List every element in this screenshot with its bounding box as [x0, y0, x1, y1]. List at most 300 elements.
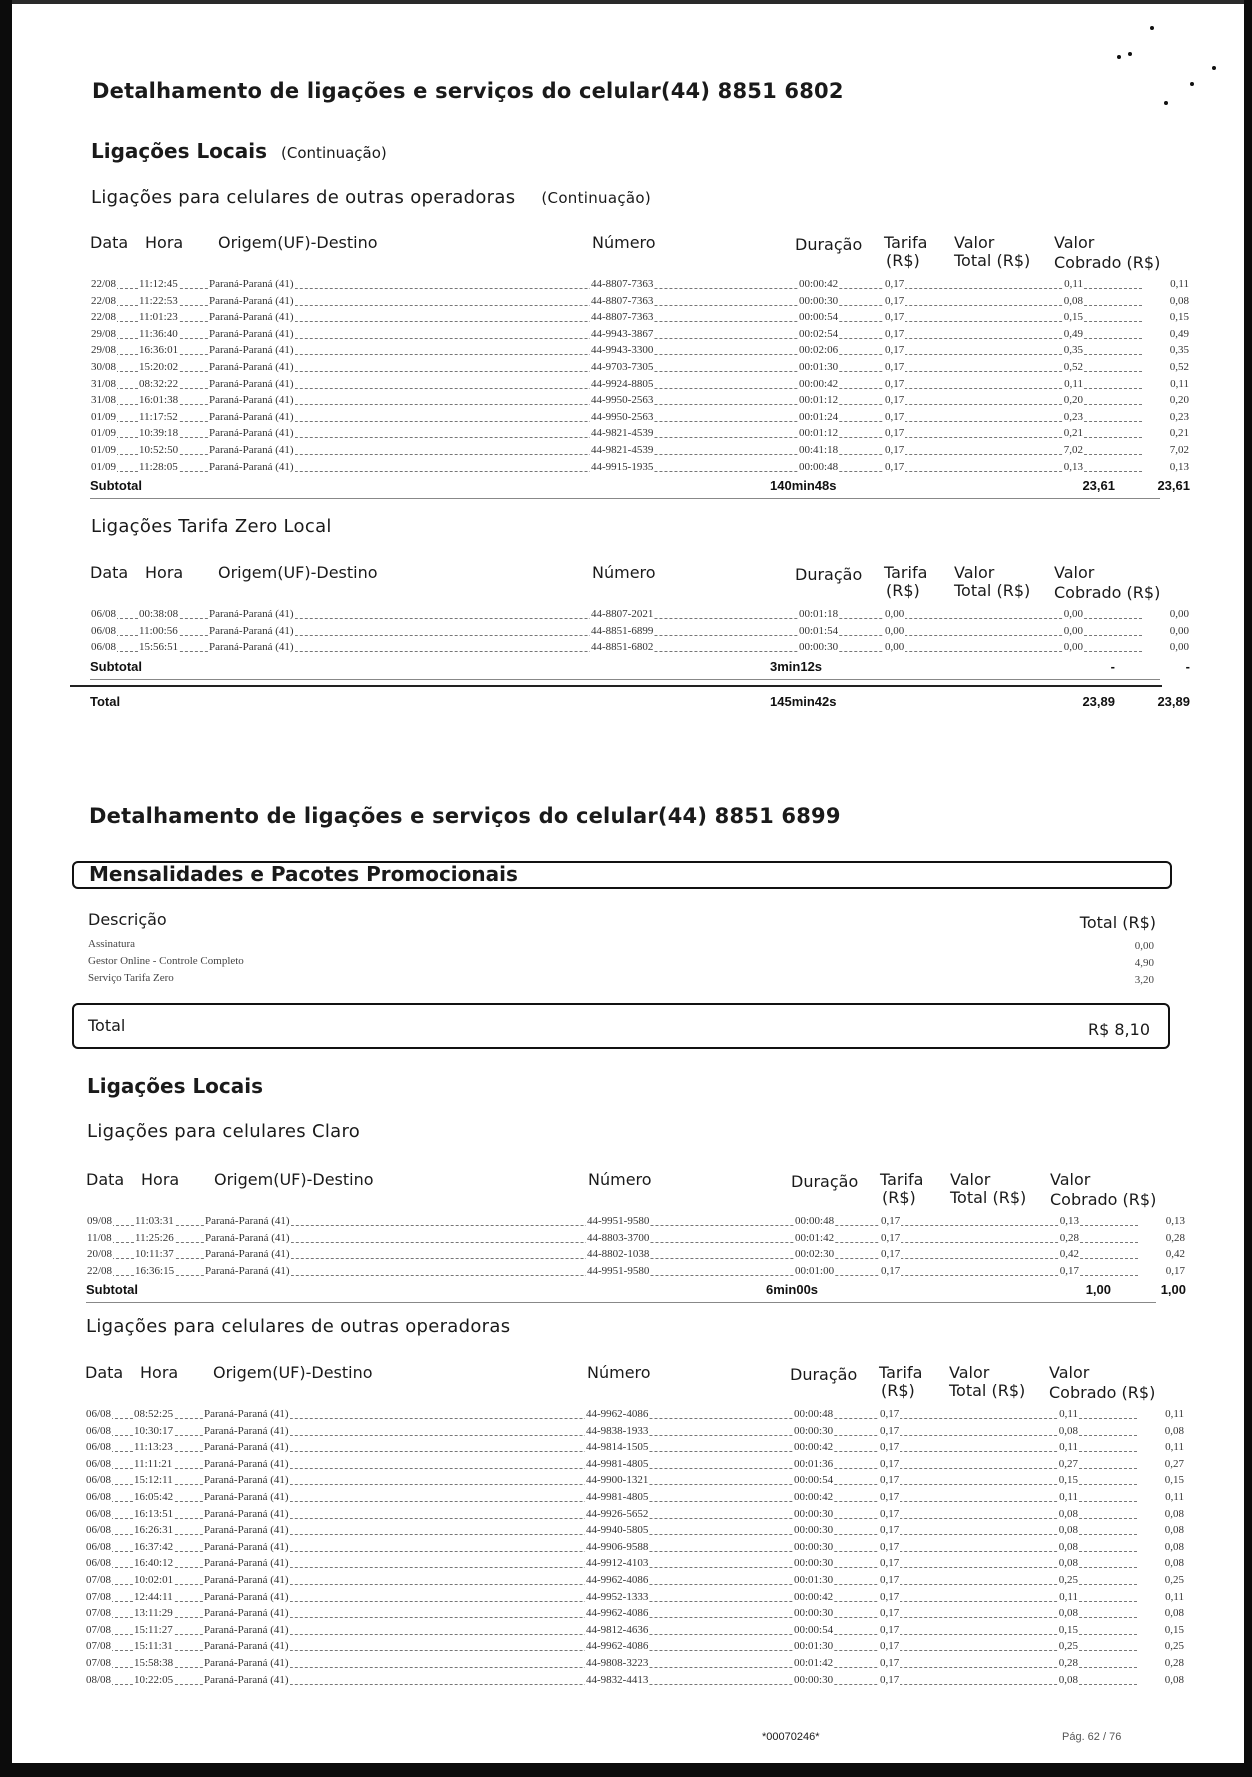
cell-tarifa: 0,17 — [881, 1231, 901, 1244]
cell-numero: 44-9821-4539 — [591, 443, 654, 456]
cell-hora: 10:30:17 — [134, 1424, 174, 1437]
table-outras-operadoras-6899 — [85, 1363, 1185, 1689]
table-row — [85, 1673, 1185, 1690]
grand-total-row — [90, 692, 1190, 712]
cell-duracao: 00:00:30 — [794, 1540, 834, 1553]
table-row — [90, 294, 1190, 311]
total-valor-total: 23,89 — [1082, 694, 1115, 709]
cell-valor-cobrado: 0,11 — [1170, 377, 1189, 390]
cell-duracao: 00:00:30 — [794, 1424, 834, 1437]
cell-hora: 10:02:01 — [134, 1573, 174, 1586]
cell-valor-cobrado: 0,11 — [1165, 1590, 1184, 1603]
cell-duracao: 00:00:30 — [794, 1607, 834, 1620]
document-barcode-text: *00070246* — [762, 1731, 820, 1743]
cell-data: 06/08 — [86, 1524, 112, 1537]
cell-hora: 11:13:23 — [134, 1441, 173, 1454]
cell-hora: 11:12:45 — [139, 278, 178, 290]
cell-origem: Paraná-Paraná (41) — [204, 1490, 289, 1503]
scan-speck — [1190, 82, 1194, 86]
cell-data: 07/08 — [86, 1656, 112, 1669]
cell-valor-cobrado: 7,02 — [1169, 443, 1189, 456]
cell-valor-total: 0,23 — [1063, 410, 1083, 423]
cell-numero: 44-9952-1333 — [586, 1590, 649, 1603]
cell-hora: 11:22:53 — [139, 294, 178, 307]
col-header-numero: Número — [592, 233, 656, 252]
cell-origem: Paraná-Paraná (41) — [209, 344, 294, 357]
cell-data: 06/08 — [91, 608, 117, 620]
cell-duracao: 00:01:18 — [799, 608, 839, 620]
cell-numero: 44-8807-7363 — [591, 311, 654, 324]
cell-hora: 16:36:15 — [135, 1264, 175, 1277]
cell-valor-total: 0,49 — [1063, 327, 1083, 340]
cell-valor-total: 0,00 — [1063, 624, 1083, 637]
cell-hora: 15:12:11 — [134, 1474, 173, 1487]
mensalidades-total-value: R$ 8,10 — [1087, 1020, 1150, 1039]
cell-duracao: 00:00:30 — [799, 641, 839, 654]
cell-tarifa: 0,17 — [885, 278, 905, 290]
subtotal-valor-total: 1,00 — [1085, 1282, 1111, 1298]
cell-origem: Paraná-Paraná (41) — [204, 1507, 289, 1520]
cell-valor-cobrado: 0,08 — [1164, 1673, 1184, 1686]
cell-numero: 44-8851-6899 — [591, 624, 654, 637]
col-header-origem: Origem(UF)-Destino — [213, 1363, 373, 1382]
cell-data: 09/08 — [87, 1215, 113, 1227]
col-header-total-rs: Total (R$) — [949, 1381, 1026, 1400]
cell-valor-total: 0,08 — [1058, 1524, 1078, 1537]
cell-origem: Paraná-Paraná (41) — [209, 460, 294, 473]
col-header-valor-total: Valor — [954, 233, 995, 252]
cell-hora: 16:13:51 — [134, 1507, 174, 1520]
cell-origem: Paraná-Paraná (41) — [204, 1540, 289, 1553]
total-divider — [70, 685, 1162, 687]
cell-valor-cobrado: 0,15 — [1164, 1623, 1184, 1636]
scan-speck — [1150, 26, 1154, 30]
mensalidade-valor: 3,20 — [1134, 974, 1154, 986]
subtotal-valor-total: - — [1110, 658, 1115, 674]
cell-numero: 44-9926-5652 — [586, 1507, 649, 1520]
cell-origem: Paraná-Paraná (41) — [204, 1673, 289, 1686]
cell-hora: 15:11:31 — [134, 1640, 173, 1653]
table-row — [90, 460, 1190, 477]
cell-origem: Paraná-Paraná (41) — [204, 1590, 289, 1603]
total-label: Total — [90, 694, 121, 709]
table-rows — [86, 1214, 1186, 1280]
cell-tarifa: 0,00 — [885, 624, 905, 637]
cell-data: 11/08 — [87, 1231, 112, 1244]
cell-data: 06/08 — [86, 1457, 112, 1470]
cell-hora: 16:26:31 — [134, 1524, 174, 1537]
cell-hora: 16:40:12 — [134, 1557, 174, 1570]
table-row — [85, 1623, 1185, 1640]
section1-group-heading — [91, 139, 387, 163]
cell-valor-total: 0,28 — [1058, 1656, 1078, 1669]
cell-valor-total: 0,28 — [1059, 1231, 1079, 1244]
section2-group-title: Ligações Locais — [87, 1074, 264, 1098]
cell-numero: 44-9924-8805 — [591, 377, 654, 390]
cell-tarifa: 0,17 — [880, 1656, 900, 1669]
cell-valor-cobrado: 0,15 — [1164, 1474, 1184, 1487]
cell-valor-cobrado: 0,11 — [1165, 1408, 1184, 1420]
cell-hora: 12:44:11 — [134, 1590, 173, 1603]
mensalidade-valor: 0,00 — [1134, 940, 1154, 952]
cell-tarifa: 0,17 — [885, 344, 905, 357]
cell-tarifa: 0,17 — [880, 1607, 900, 1620]
cell-tarifa: 0,17 — [880, 1424, 900, 1437]
table-row — [85, 1440, 1185, 1457]
cell-valor-cobrado: 0,08 — [1164, 1524, 1184, 1537]
cell-numero: 44-9943-3300 — [591, 344, 654, 357]
cell-valor-total: 0,08 — [1058, 1424, 1078, 1437]
cell-valor-total: 0,25 — [1058, 1573, 1078, 1586]
cell-valor-cobrado: 0,17 — [1165, 1264, 1185, 1277]
col-header-tarifa-rs: (R$) — [886, 581, 920, 600]
cell-numero: 44-9962-4086 — [586, 1573, 649, 1586]
subtotal-duracao: 6min00s — [766, 1282, 819, 1298]
continuation-note: (Continuação) — [281, 144, 387, 162]
col-header-total-rs: Total (R$) — [954, 581, 1031, 600]
cell-origem: Paraná-Paraná (41) — [205, 1231, 290, 1244]
cell-valor-cobrado: 0,52 — [1169, 360, 1189, 373]
cell-valor-cobrado: 0,28 — [1165, 1231, 1185, 1244]
cell-origem: Paraná-Paraná (41) — [209, 641, 294, 654]
cell-duracao: 00:00:42 — [794, 1590, 834, 1603]
table-header — [85, 1363, 1185, 1407]
cell-valor-total: 0,08 — [1063, 294, 1083, 307]
cell-data: 01/09 — [91, 443, 117, 456]
col-header-tarifa-rs: (R$) — [882, 1188, 916, 1207]
cell-duracao: 00:00:42 — [799, 278, 839, 290]
cell-data: 22/08 — [91, 278, 117, 290]
cell-valor-total: 0,13 — [1063, 460, 1083, 473]
cell-numero: 44-9962-4086 — [586, 1408, 649, 1420]
total-duracao: 145min42s — [770, 694, 837, 709]
table-row — [90, 443, 1190, 460]
cell-duracao: 00:02:06 — [799, 344, 839, 357]
col-header-total-rs: Total (R$) — [950, 1188, 1027, 1207]
col-header-tarifa: Tarifa — [879, 1363, 923, 1382]
cell-duracao: 00:01:00 — [795, 1264, 835, 1277]
section1-title: Detalhamento de ligações e serviços do celular(44) 8851 6802 — [92, 79, 844, 103]
col-header-valor-cobrado: Valor — [1049, 1363, 1090, 1382]
cell-origem: Paraná-Paraná (41) — [204, 1424, 289, 1437]
cell-origem: Paraná-Paraná (41) — [204, 1474, 289, 1487]
subtotal-valor-cobrado: 1,00 — [1160, 1282, 1186, 1298]
page-number: Pág. 62 / 76 — [1062, 1731, 1122, 1743]
scan-left-edge — [0, 0, 12, 1777]
cell-valor-cobrado: 0,20 — [1169, 394, 1189, 407]
table-rows — [85, 1407, 1185, 1689]
cell-tarifa: 0,17 — [880, 1623, 900, 1636]
table2-title: Ligações Tarifa Zero Local — [91, 516, 332, 537]
cell-duracao: 00:01:30 — [794, 1640, 834, 1653]
subtotal-row — [90, 657, 1190, 677]
scan-speck — [1117, 55, 1121, 59]
cell-numero: 44-9981-4805 — [586, 1457, 649, 1470]
cell-numero: 44-9962-4086 — [586, 1640, 649, 1653]
cell-tarifa: 0,17 — [885, 427, 905, 440]
cell-tarifa: 0,17 — [885, 394, 905, 407]
cell-data: 07/08 — [86, 1640, 112, 1653]
cell-numero: 44-8851-6802 — [591, 641, 654, 654]
cell-data: 08/08 — [86, 1673, 112, 1686]
subtotal-rule — [90, 679, 1160, 680]
table-row — [90, 277, 1190, 294]
cell-tarifa: 0,17 — [885, 294, 905, 307]
cell-valor-total: 0,11 — [1064, 278, 1083, 290]
cell-valor-cobrado: 0,08 — [1169, 294, 1189, 307]
subtotal-row — [90, 476, 1190, 496]
cell-hora: 15:56:51 — [139, 641, 179, 654]
cell-tarifa: 0,17 — [880, 1490, 900, 1503]
table-row — [90, 426, 1190, 443]
cell-tarifa: 0,17 — [880, 1507, 900, 1520]
cell-duracao: 00:01:42 — [795, 1231, 835, 1244]
cell-valor-cobrado: 0,11 — [1165, 1441, 1184, 1454]
cell-hora: 13:11:29 — [134, 1607, 173, 1620]
cell-valor-total: 0,11 — [1059, 1590, 1078, 1603]
cell-tarifa: 0,17 — [885, 410, 905, 423]
cell-duracao: 00:02:54 — [799, 327, 839, 340]
col-header-valor-total: Valor — [949, 1363, 990, 1382]
table-outras-operadoras-6802 — [90, 233, 1190, 497]
col-header-valor-total: Valor — [954, 563, 995, 582]
cell-numero: 44-9962-4086 — [586, 1607, 649, 1620]
col-header-data: Data — [90, 233, 129, 252]
scan-speck — [1128, 52, 1132, 56]
cell-hora: 11:17:52 — [139, 410, 178, 423]
table-row — [90, 327, 1190, 344]
cell-duracao: 00:00:30 — [794, 1524, 834, 1537]
cell-valor-cobrado: 0,00 — [1169, 624, 1189, 637]
cell-valor-cobrado: 0,08 — [1164, 1424, 1184, 1437]
cell-numero: 44-9950-2563 — [591, 410, 654, 423]
cell-valor-cobrado: 0,21 — [1169, 427, 1189, 440]
table-row — [90, 360, 1190, 377]
cell-numero: 44-8807-2021 — [591, 608, 654, 620]
table1-continuation: (Continuação) — [541, 189, 652, 207]
cell-duracao: 00:00:54 — [794, 1474, 834, 1487]
cell-numero: 44-8802-1038 — [587, 1248, 650, 1261]
cell-hora: 16:37:42 — [134, 1540, 174, 1553]
cell-hora: 15:58:38 — [134, 1656, 174, 1669]
cell-valor-total: 0,27 — [1058, 1457, 1078, 1470]
cell-hora: 16:05:42 — [134, 1490, 174, 1503]
cell-valor-total: 0,52 — [1063, 360, 1083, 373]
col-header-hora: Hora — [145, 233, 184, 252]
col-header-numero: Número — [588, 1170, 652, 1189]
cell-tarifa: 0,17 — [880, 1673, 900, 1686]
cell-data: 22/08 — [91, 294, 117, 307]
cell-origem: Paraná-Paraná (41) — [204, 1557, 289, 1570]
cell-valor-cobrado: 0,11 — [1165, 1490, 1184, 1503]
cell-numero: 44-9951-9580 — [587, 1264, 650, 1277]
cell-valor-cobrado: 0,13 — [1165, 1215, 1185, 1227]
cell-duracao: 00:00:48 — [794, 1408, 834, 1420]
cell-hora: 15:20:02 — [139, 360, 179, 373]
cell-valor-total: 0,11 — [1059, 1490, 1078, 1503]
table-row — [85, 1573, 1185, 1590]
col-header-cobrado-rs: Cobrado (R$) — [1049, 1383, 1156, 1402]
table-row — [85, 1523, 1185, 1540]
table-header — [86, 1170, 1186, 1214]
cell-valor-cobrado: 0,13 — [1169, 460, 1189, 473]
cell-origem: Paraná-Paraná (41) — [209, 427, 294, 440]
cell-origem: Paraná-Paraná (41) — [209, 360, 294, 373]
col-header-cobrado-rs: Cobrado (R$) — [1054, 253, 1161, 272]
cell-valor-total: 0,15 — [1058, 1474, 1078, 1487]
table-row — [85, 1606, 1185, 1623]
cell-numero: 44-9900-1321 — [586, 1474, 649, 1487]
subtotal-duracao: 140min48s — [770, 478, 837, 494]
cell-numero: 44-9812-4636 — [586, 1623, 649, 1636]
table-row — [90, 377, 1190, 394]
cell-origem: Paraná-Paraná (41) — [209, 278, 294, 290]
cell-data: 06/08 — [86, 1474, 112, 1487]
cell-data: 07/08 — [86, 1590, 112, 1603]
cell-numero: 44-8807-7363 — [591, 294, 654, 307]
table-row — [90, 410, 1190, 427]
cell-tarifa: 0,17 — [885, 327, 905, 340]
table-row — [90, 640, 1190, 657]
cell-duracao: 00:02:30 — [795, 1248, 835, 1261]
table-row — [85, 1407, 1185, 1424]
cell-tarifa: 0,17 — [885, 460, 905, 473]
col-header-numero: Número — [587, 1363, 651, 1382]
group-title: Ligações Locais — [91, 139, 268, 163]
cell-data: 06/08 — [91, 624, 117, 637]
cell-data: 06/08 — [86, 1540, 112, 1553]
cell-numero: 44-9912-4103 — [586, 1557, 649, 1570]
cell-valor-total: 0,11 — [1064, 377, 1083, 390]
col-header-hora: Hora — [141, 1170, 180, 1189]
cell-data: 07/08 — [86, 1573, 112, 1586]
cell-tarifa: 0,17 — [880, 1474, 900, 1487]
col-header-total-rs: Total (R$) — [954, 251, 1031, 270]
table3-title: Ligações para celulares Claro — [87, 1121, 361, 1142]
cell-valor-cobrado: 0,28 — [1164, 1656, 1184, 1669]
cell-valor-cobrado: 0,11 — [1170, 278, 1189, 290]
cell-duracao: 00:41:18 — [799, 443, 839, 456]
cell-tarifa: 0,17 — [885, 360, 905, 373]
cell-origem: Paraná-Paraná (41) — [205, 1264, 290, 1277]
col-header-tarifa-rs: (R$) — [881, 1381, 915, 1400]
cell-numero: 44-8807-7363 — [591, 278, 654, 290]
cell-origem: Paraná-Paraná (41) — [204, 1607, 289, 1620]
cell-origem: Paraná-Paraná (41) — [209, 624, 294, 637]
cell-tarifa: 0,17 — [885, 443, 905, 456]
table-tarifa-zero-local — [90, 563, 1190, 678]
cell-hora: 11:01:23 — [139, 311, 178, 324]
table-row — [85, 1540, 1185, 1557]
table-row — [86, 1231, 1186, 1248]
cell-valor-total: 0,11 — [1059, 1441, 1078, 1454]
cell-hora: 11:11:21 — [134, 1457, 173, 1470]
cell-duracao: 00:00:30 — [794, 1673, 834, 1686]
cell-data: 06/08 — [86, 1408, 112, 1420]
cell-numero: 44-9981-4805 — [586, 1490, 649, 1503]
cell-numero: 44-9814-1505 — [586, 1441, 649, 1454]
cell-origem: Paraná-Paraná (41) — [205, 1248, 290, 1261]
cell-data: 22/08 — [87, 1264, 113, 1277]
table-row — [85, 1639, 1185, 1656]
mensalidades-title: Mensalidades e Pacotes Promocionais — [89, 862, 518, 886]
mensalidade-descricao: Gestor Online - Controle Completo — [88, 955, 244, 967]
table-row — [90, 343, 1190, 360]
subtotal-label: Subtotal — [90, 658, 142, 674]
subtotal-valor-cobrado: - — [1185, 658, 1190, 674]
cell-numero: 44-9838-1933 — [586, 1424, 649, 1437]
col-header-duracao: Duração — [795, 565, 863, 584]
cell-numero: 44-9821-4539 — [591, 427, 654, 440]
col-header-cobrado-rs: Cobrado (R$) — [1050, 1190, 1157, 1209]
table-row — [85, 1556, 1185, 1573]
cell-valor-total: 0,35 — [1063, 344, 1083, 357]
cell-duracao: 00:01:36 — [794, 1457, 834, 1470]
cell-valor-total: 0,20 — [1063, 394, 1083, 407]
col-header-tarifa: Tarifa — [884, 563, 928, 582]
cell-tarifa: 0,17 — [885, 377, 905, 390]
cell-valor-cobrado: 0,25 — [1164, 1640, 1184, 1653]
col-header-data: Data — [86, 1170, 125, 1189]
cell-valor-cobrado: 0,08 — [1164, 1557, 1184, 1570]
table4-title: Ligações para celulares de outras operadoras — [86, 1316, 511, 1337]
table-row — [85, 1507, 1185, 1524]
col-header-origem: Origem(UF)-Destino — [218, 563, 378, 582]
col-header-hora: Hora — [140, 1363, 179, 1382]
cell-tarifa: 0,00 — [885, 641, 905, 654]
cell-numero: 44-9832-4413 — [586, 1673, 649, 1686]
col-header-cobrado-rs: Cobrado (R$) — [1054, 583, 1161, 602]
cell-duracao: 00:00:30 — [794, 1507, 834, 1520]
cell-origem: Paraná-Paraná (41) — [209, 294, 294, 307]
cell-valor-total: 0,08 — [1058, 1673, 1078, 1686]
mensalidades-total-label: Total — [88, 1016, 126, 1035]
cell-valor-total: 0,00 — [1063, 641, 1083, 654]
cell-duracao: 00:00:42 — [794, 1490, 834, 1503]
table-celulares-claro — [86, 1170, 1186, 1301]
cell-hora: 11:03:31 — [135, 1215, 174, 1227]
cell-origem: Paraná-Paraná (41) — [205, 1215, 290, 1227]
col-header-tarifa: Tarifa — [880, 1170, 924, 1189]
cell-valor-total: 0,08 — [1058, 1540, 1078, 1553]
cell-hora: 15:11:27 — [134, 1623, 173, 1636]
cell-data: 30/08 — [91, 360, 117, 373]
cell-data: 29/08 — [91, 344, 117, 357]
cell-valor-cobrado: 0,00 — [1169, 608, 1189, 620]
cell-valor-cobrado: 0,15 — [1169, 311, 1189, 324]
scan-bottom-edge — [0, 1763, 1252, 1777]
cell-numero: 44-9915-1935 — [591, 460, 654, 473]
cell-tarifa: 0,00 — [885, 608, 905, 620]
cell-tarifa: 0,17 — [880, 1590, 900, 1603]
cell-tarifa: 0,17 — [880, 1457, 900, 1470]
cell-tarifa: 0,17 — [881, 1248, 901, 1261]
cell-data: 07/08 — [86, 1623, 112, 1636]
cell-tarifa: 0,17 — [880, 1557, 900, 1570]
cell-valor-total: 0,21 — [1063, 427, 1083, 440]
table-row — [86, 1247, 1186, 1264]
cell-numero: 44-9703-7305 — [591, 360, 654, 373]
col-header-tarifa-rs: (R$) — [886, 251, 920, 270]
cell-data: 20/08 — [87, 1248, 113, 1261]
table-row — [86, 1214, 1186, 1231]
cell-hora: 08:32:22 — [139, 377, 179, 390]
cell-hora: 11:28:05 — [139, 460, 178, 473]
cell-origem: Paraná-Paraná (41) — [209, 311, 294, 324]
table-rows — [90, 607, 1190, 657]
cell-hora: 10:39:18 — [139, 427, 179, 440]
cell-data: 31/08 — [91, 394, 117, 407]
